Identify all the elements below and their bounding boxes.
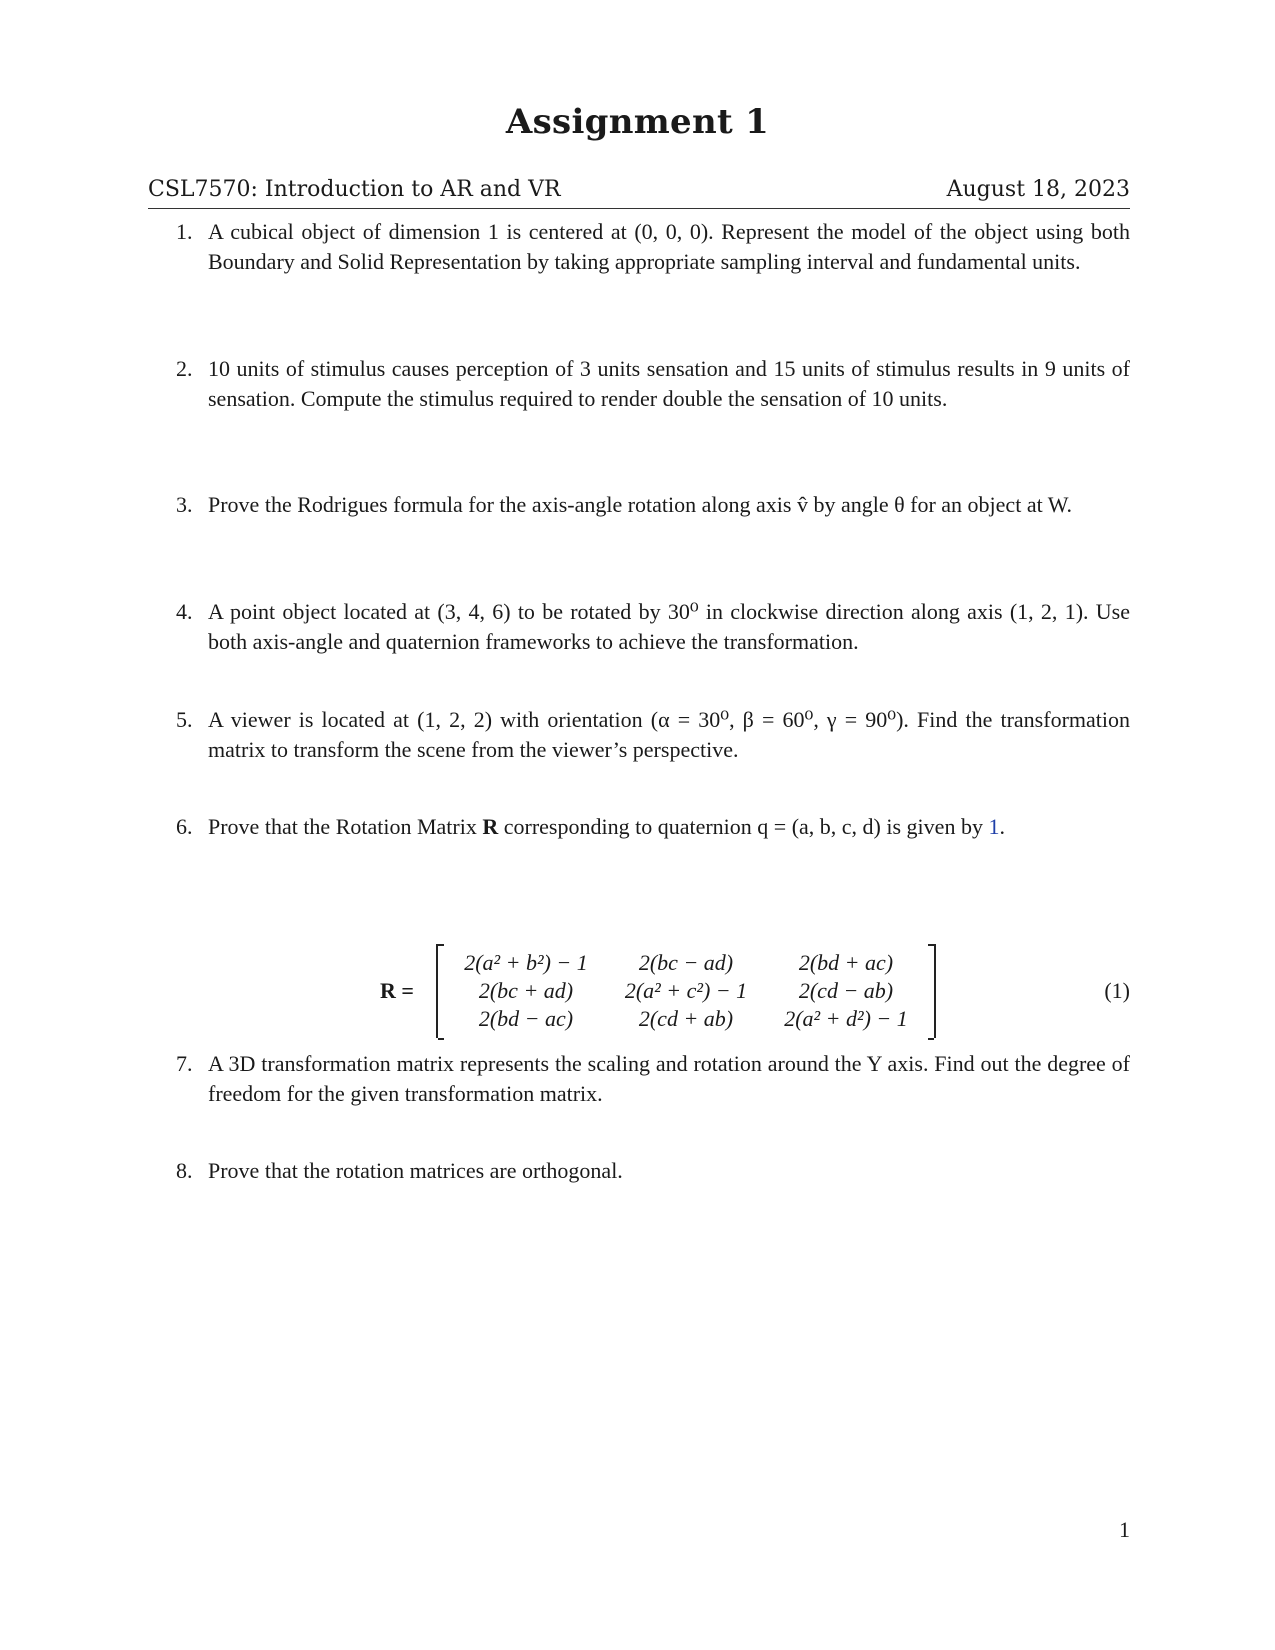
- equation-1: [380, 940, 1130, 1050]
- problem-text: A point object located at (3, 4, 6) to be rotated by 30⁰ in clockwise direction along axis (1, 2, 1). Use both axis-angle and quaternion frameworks to achieve the transformation.: [208, 599, 1130, 654]
- problem-text-part: Prove that the Rotation Matrix: [208, 814, 477, 839]
- matrix-cell: 2(bd − ac): [478, 1006, 574, 1031]
- header-divider: [148, 208, 1130, 209]
- problem-text-part: corresponding to quaternion q = (a, b, c, d) is given by: [503, 814, 983, 839]
- equation-reference-link[interactable]: 1: [988, 814, 1000, 839]
- problem-text: A cubical object of dimension 1 is centered at (0, 0, 0). Represent the model of the object using both Boundary and Solid Representation by taking appropriate sampling interval and fundamental units.: [208, 219, 1130, 274]
- matrix-row: [446, 950, 926, 980]
- matrix-cell: 2(bc − ad): [638, 950, 734, 975]
- problem-text: Prove that the rotation matrices are orthogonal.: [208, 1158, 623, 1183]
- matrix-cell: 2(a² + d²) − 1: [784, 1006, 908, 1031]
- problem-number: 8.: [176, 1158, 193, 1183]
- rotation-matrix: [436, 944, 936, 1038]
- problem-number: 1.: [176, 219, 193, 244]
- problem-number: 4.: [176, 599, 193, 624]
- problem-text: A viewer is located at (1, 2, 2) with orientation (α = 30⁰, β = 60⁰, γ = 90⁰). Find the transformation matrix to transform the scene from the viewer’s perspective.: [208, 707, 1130, 762]
- equation-tag: (1): [1104, 978, 1130, 1003]
- matrix-cell: 2(a² + b²) − 1: [464, 950, 588, 975]
- problem-number: 3.: [176, 492, 193, 517]
- page-number: 1: [1119, 1517, 1130, 1542]
- problem-number: 7.: [176, 1051, 193, 1076]
- matrix-row: [446, 1006, 926, 1036]
- problem-text: A 3D transformation matrix represents the scaling and rotation around the Y axis. Find out the degree of freedom for the given transformation matrix.: [208, 1051, 1130, 1106]
- problem-text: Prove the Rodrigues formula for the axis-angle rotation along axis v̂ by angle θ for an object at W.: [208, 492, 1073, 517]
- matrix-row: [446, 978, 926, 1008]
- matrix-cell: 2(cd − ab): [798, 978, 894, 1003]
- course-label: CSL7570: Introduction to AR and VR: [148, 177, 561, 202]
- header-row: [148, 177, 1130, 202]
- problem-number: 6.: [176, 814, 193, 839]
- date-label: August 18, 2023: [946, 177, 1130, 202]
- equation-lhs: R =: [380, 978, 414, 1003]
- problem-4: [176, 597, 1130, 657]
- matrix-cell: 2(bc + ad): [478, 978, 574, 1003]
- problem-text: 10 units of stimulus causes perception of 3 units sensation and 15 units of stimulus results in 9 units of sensation. Compute the stimulus required to render double the sensation of 10 units.: [208, 356, 1130, 411]
- problem-3: [176, 490, 1130, 520]
- rotation-matrix-symbol: R: [482, 814, 499, 839]
- problem-7: [176, 1049, 1130, 1109]
- problem-6: [176, 812, 1130, 842]
- problem-number: 5.: [176, 707, 193, 732]
- matrix-cell: 2(a² + c²) − 1: [624, 978, 748, 1003]
- problem-text: [208, 812, 1130, 842]
- problem-1: [176, 217, 1130, 277]
- problem-2: [176, 354, 1130, 414]
- matrix-cell: 2(bd + ac): [798, 950, 894, 975]
- problem-number: 2.: [176, 356, 193, 381]
- problem-8: [176, 1156, 1130, 1186]
- page-title: Assignment 1: [505, 102, 770, 142]
- sentence-end: .: [999, 814, 1005, 839]
- matrix-cell: 2(cd + ab): [638, 1006, 734, 1031]
- problem-5: [176, 705, 1130, 765]
